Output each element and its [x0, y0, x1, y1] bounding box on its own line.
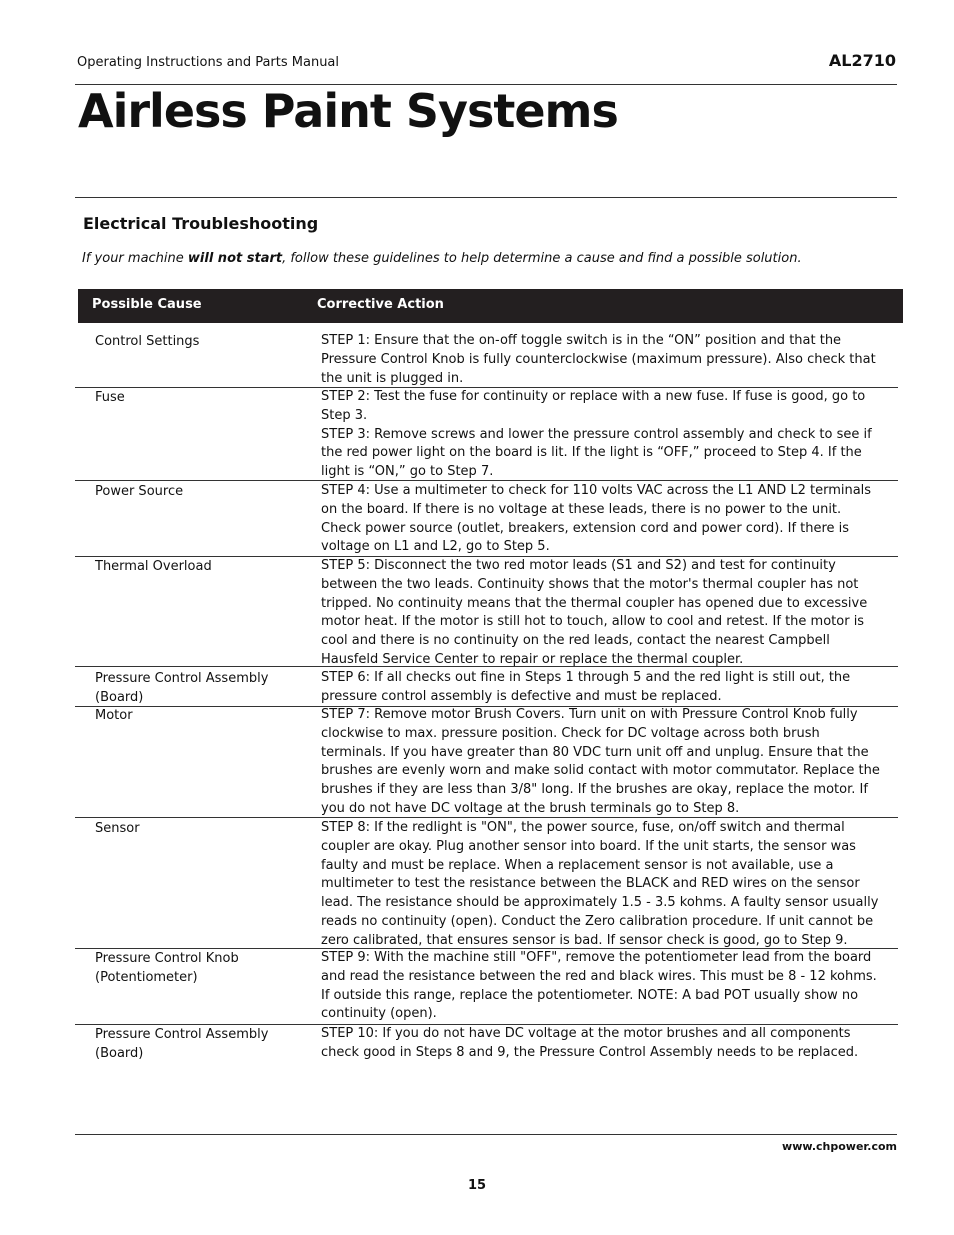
footer-rule: [75, 1134, 897, 1135]
intro-after: , follow these guidelines to help determine a cause and find a possible solution.: [282, 251, 802, 266]
footer-url: www.chpower.com: [782, 1140, 897, 1153]
action-cell: STEP 8: If the redlight is "ON", the power source, fuse, on/off switch and thermal coupler are okay. Plug another sensor into board. If the unit starts, the sensor was faulty and must be replace. When a replacement sensor is not available, use a multimeter to test the resistance between the BLACK and RED wires on the sensor lead. The resistance should be approximately 1.5 - 3.5 kohms. A faulty sensor usually reads no continuity (open). Conduct the Zero calibration procedure. If unit cannot be zero calibrated, that ensures sensor is bad. If sensor check is good, go to Step 9.: [321, 820, 879, 948]
table-row: [75, 706, 898, 818]
cause-cell: Pressure Control Knob (Potentiometer): [95, 951, 239, 985]
model-number: AL2710: [828, 51, 896, 70]
title-rule: [75, 197, 897, 198]
action-cell: STEP 5: Disconnect the two red motor leads (S1 and S2) and test for continuity between the two leads. Continuity shows that the motor's thermal coupler has not tripped. No continuity means that the thermal coupler has opened due to excessive motor heat. If the motor is still hot to touch, allow to cool and retest. If the motor is cool and there is no continuity on the red leads, contact the nearest Campbell Hausfeld Service Center to repair or replace the thermal coupler.: [321, 558, 868, 667]
section-title: Electrical Troubleshooting: [83, 214, 319, 233]
page-number: 15: [467, 1178, 487, 1193]
intro-text: [82, 251, 802, 266]
cause-cell: Pressure Control Assembly (Board): [95, 1027, 269, 1061]
table-row: [75, 332, 898, 388]
header-possible-cause: Possible Cause: [92, 297, 202, 312]
table-row: [75, 1025, 898, 1065]
action-cell: STEP 2: Test the fuse for continuity or replace with a new fuse. If fuse is good, go to Step 3. STEP 3: Remove screws and lower the pressure control assembly and check to see if the red power light on the board is lit. If the light is “OFF,” proceed to Step 4. If the light is “ON,” go to Step 7.: [321, 389, 872, 480]
action-cell: STEP 9: With the machine still "OFF", remove the potentiometer lead from the board and read the resistance between the red and black wires. This must be 8 - 12 kohms. If outside this range, replace the potentiometer. NOTE: A bad POT usually show no continuity (open).: [321, 950, 877, 1022]
cause-cell: Fuse: [95, 390, 125, 405]
action-cell: STEP 1: Ensure that the on-off toggle switch is in the “ON” position and that the Pressure Control Knob is fully counterclockwise (maximum pressure). Also check that the unit is plugged in.: [321, 333, 876, 386]
table-row: [75, 949, 898, 1025]
action-cell: STEP 10: If you do not have DC voltage at the motor brushes and all components check good in Steps 8 and 9, the Pressure Control Assembly needs to be replaced.: [321, 1026, 859, 1060]
cause-cell: Sensor: [95, 821, 140, 836]
cause-cell: Thermal Overload: [95, 559, 212, 574]
table-row: [75, 819, 898, 949]
table-row: [75, 482, 898, 557]
table-row: [75, 557, 898, 667]
cause-cell: Control Settings: [95, 334, 200, 349]
cause-cell: Power Source: [95, 484, 184, 499]
action-cell: STEP 6: If all checks out fine in Steps 1 through 5 and the red light is still out, the pressure control assembly is defective and must be replaced.: [321, 670, 851, 704]
cause-cell: Pressure Control Assembly (Board): [95, 671, 269, 705]
header-corrective-action: Corrective Action: [317, 297, 444, 312]
action-cell: STEP 4: Use a multimeter to check for 110 volts VAC across the L1 AND L2 terminals on the board. If there is no voltage at these leads, there is no power to the unit. Check power source (outlet, breakers, extension cord and power cord). If there is voltage on L1 and L2, go to Step 5.: [321, 483, 872, 555]
table-header: [78, 289, 903, 323]
intro-before: If your machine: [82, 251, 188, 266]
page-title: Airless Paint Systems: [78, 84, 618, 138]
manual-title: Operating Instructions and Parts Manual: [77, 55, 340, 70]
cause-cell: Motor: [95, 708, 133, 723]
intro-emphasis: will not start: [187, 251, 283, 266]
table-row: [75, 388, 898, 481]
action-cell: STEP 7: Remove motor Brush Covers. Turn unit on with Pressure Control Knob fully clockwise to max. pressure position. Check for DC voltage across both brush terminals. If you have greater than 80 VDC turn unit off and unplug. Ensure that the brushes are evenly worn and make solid contact with motor commutator. Replace the brushes if they are less than 3/8" long. If the brushes are okay, replace the motor. If you do not have DC voltage at the brush terminals go to Step 8.: [321, 707, 880, 816]
table-row: [75, 669, 898, 707]
